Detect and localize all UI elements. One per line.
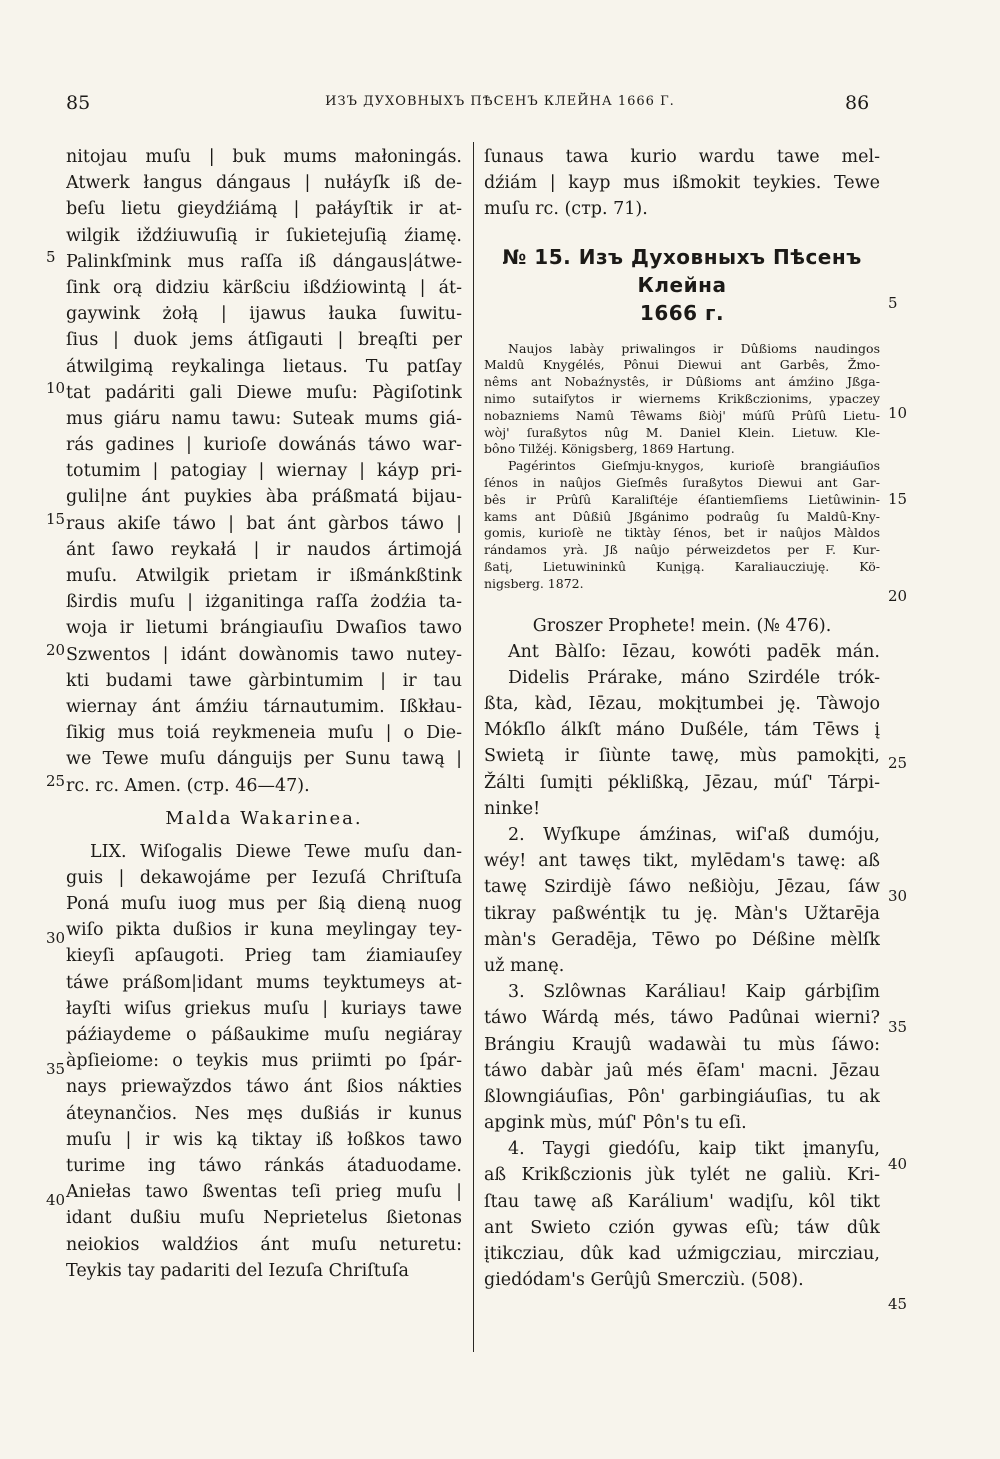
text-line: dźiám | kayp mus ißmokit teykies. Tewe: [484, 173, 880, 194]
text-line: nays prieway̆zdos táwo ánt ßios nákties: [66, 1077, 462, 1098]
text-line: turime ing táwo ránkás átaduodame.: [66, 1155, 462, 1176]
text-line: Swietą ir ſiùnte tawę, mùs pamokįti,: [484, 746, 880, 767]
line-number-right: 30: [888, 887, 908, 905]
text-line: Naujos labày priwalingos ir Dûßioms naudingos: [508, 340, 880, 356]
text-line: gomis, kurioſè ne tiktày ſénos, bet ir naûjos Màldos: [484, 525, 880, 541]
text-line: łayſti wiſus griekus muſu | kuriays tawe: [66, 998, 462, 1019]
text-line: ſunaus tawa kurio wardu tawe mel-: [484, 147, 880, 167]
line-number-left: 25: [46, 772, 66, 790]
text-line: páźiaydeme o páßaukime muſu negiáray: [66, 1025, 462, 1045]
bibliography-note-2: [484, 458, 880, 592]
text-line: ninke!: [484, 798, 541, 819]
text-line: táwe práßom|idant mums teyktumeys at-: [66, 972, 462, 993]
text-line: rás gadines | kurioſe dowánás táwo war-: [66, 435, 462, 456]
left-column: [66, 144, 462, 1284]
text-line: wiernay ánt ámźiu tárnautumim. Ißkłau-: [66, 696, 462, 717]
text-line: Aniełas tawo ßwentas teſi prieg muſu |: [66, 1182, 462, 1203]
line-number-right: 20: [888, 587, 908, 605]
text-line: guli|ne ánt puykies àba práßmatá bijau-: [66, 487, 462, 508]
continuation-paragraph: [484, 144, 880, 223]
text-line: rc. rc. Amen. (стр. 46—47).: [66, 775, 310, 796]
text-line: Brángiu Kraujû wadawài tu mùs ſáwo:: [484, 1034, 880, 1055]
text-line: giedódam's Gerûjû Smercziù. (508).: [484, 1270, 804, 1291]
text-line: ánt ſawo reykałá | ir naudos ártimojá: [66, 539, 462, 560]
text-line: Žálti ſumįti péklißką, Jēzau, múſ' Tárpi-: [484, 772, 880, 793]
text-line: Maldû Knygélés, Pônui Diewui ant Garbês, Žmo-: [484, 357, 880, 373]
text-line: bês ir Prûſû Karaliſtéje éſantiemſiems Lietûwinin-: [484, 491, 880, 507]
running-title: ИЗЪ ДУХОВНЫХЪ ПѢСЕНЪ КЛЕЙНА 1666 Г.: [325, 94, 675, 109]
line-number-left: 40: [46, 1191, 66, 1209]
text-line: woja ir lietumi brángiauſiu Dwaſios tawo: [66, 618, 462, 639]
text-line: táwo Wárdą més, táwo Padûnai wierni?: [484, 1008, 880, 1029]
text-line: nêms ant Nobaźnystês, ir Dûßioms ant ámźino Jßga-: [484, 374, 880, 390]
text-line: kieyſi apſaugoti. Prieg tam źiamiauſey: [66, 946, 462, 967]
text-line: ſius | duok jems átſigauti | breąſti per: [66, 330, 462, 351]
text-line: ſikig mus toiá reykmeneia muſu | o Die-: [66, 723, 462, 744]
text-line: neiokios waldźios ánt muſu neturetu:: [66, 1234, 462, 1255]
text-line: idant dußiu muſu Neprietelus ßietonas: [66, 1208, 462, 1229]
text-line: rándamos yrà. Jß naûjo pérweizdetos per F. Kur-: [484, 542, 880, 558]
line-number-left: 30: [46, 929, 66, 947]
text-line: kams ant Dûßiû Jßgánimo podraûg ſu Maldû-Kny-: [484, 508, 880, 524]
section-heading-year: 1666 г.: [639, 300, 725, 325]
line-number-left: 20: [46, 641, 66, 659]
text-line: 4. Taygi giedóſu, kaip tikt įmanyſu,: [508, 1139, 880, 1160]
text-line: táwo dabàr jaû més ēſam' macni. Jēzau: [484, 1060, 880, 1081]
text-line: átwilgimą reykalinga lietaus. Tu patſay: [66, 356, 462, 377]
text-line: wiſo pikta dußios ir kuna meylingay tey-: [66, 920, 462, 941]
line-number-right: 5: [888, 294, 898, 312]
text-line: màn's Geradēja, Tēwo po Déßine mèlſk: [484, 929, 880, 950]
text-line: ſénos in naûjos Gieſmês ſuraßytos Diewui ant Gar-: [484, 474, 880, 490]
hymn-title: Groszer Prophete! mein. (№ 476).: [532, 615, 832, 636]
text-line: Palinkſmink mus raſſa iß dángaus|átwe-: [66, 251, 462, 272]
text-line: wòj' ſuraßytos nûg M. Daniel Klein. Lietuw. Kle-: [484, 424, 880, 440]
line-number-right: 15: [888, 490, 908, 508]
text-line: Ant Bàlſo: Iēzau, kowóti padēk mán.: [508, 641, 880, 662]
text-line: ſtau tawę aß Karálium' wadįſu, kôl tikt: [484, 1191, 880, 1212]
text-line: Szwentos | idánt dowànomis tawo nutey-: [66, 644, 462, 665]
text-line: Atwerk łangus dángaus | nułáyſk iß de-: [66, 173, 462, 194]
text-line: totumim | patogiay | wiernay | káyp pri-: [66, 461, 462, 482]
text-line: Didelis Prárake, máno Szirdéle trók-: [508, 667, 880, 688]
text-line: Teykis tay padariti del Iezuſa Chriſtuſa: [66, 1260, 409, 1281]
text-line: guis | dekawojáme per Iezuſá Chriſtuſa: [66, 867, 462, 888]
text-line: kti budami tawe gàrbintumim | ir tau: [66, 670, 462, 691]
evening-prayer-paragraph: [66, 839, 462, 1284]
text-line: muſu. Atwilgik prietam ir ißmánkßtink: [66, 566, 462, 586]
text-line: nobazniems Namû Têwams ßiòj' múſû Prûſû Lietu-: [484, 407, 880, 423]
line-number-right: 10: [888, 404, 908, 422]
text-line: tawę Szirdijè ſáwo neßiòju, Jēzau, ſáw: [484, 877, 880, 898]
text-line: už manę.: [484, 955, 565, 976]
right-column: [484, 144, 880, 1293]
text-line: gaywink żołą | ijawus łauka ſuwitu-: [66, 304, 462, 325]
text-line: 3. Szlôwnas Karáliau! Kaip gárbįſim: [508, 982, 880, 1003]
text-line: nigsberg. 1872.: [484, 575, 584, 591]
line-number-left: 15: [46, 510, 66, 528]
text-line: muſu rc. (стр. 71).: [484, 199, 648, 220]
text-line: nimo sutaiſytos ir wiernems Krikßczionims, ypaczey: [484, 390, 880, 406]
text-line: mus giáru namu tawu: Suteak mums giá-: [66, 408, 462, 429]
column-divider: [473, 142, 474, 1352]
line-number-right: 35: [888, 1018, 908, 1036]
text-line: aß Krikßczionis jùk tylét ne galiù. Kri-: [484, 1165, 880, 1186]
section-title: Malda Wakarinea.: [165, 807, 363, 829]
hymn-verses: [484, 639, 880, 1294]
text-line: wéy! ant tawęs tikt, mylēdam's tawę: aß: [484, 851, 880, 872]
text-line: bôno Tilžéj. Königsberg, 1869 Hartung.: [484, 441, 735, 457]
text-line: ßlowngiáuſias, Pôn' garbingiáuſias, tu ak: [484, 1086, 880, 1107]
text-line: Mókſlo álkſt máno Dußéle, tám Tēws į: [484, 720, 880, 741]
text-line: ſink orą didziu kärßciu ißdźiowintą | át-: [66, 277, 462, 298]
page-number-left: 85: [66, 92, 91, 114]
line-number-right: 25: [888, 754, 908, 772]
text-line: raus akiſe táwo | bat ánt gàrbos táwo |: [66, 513, 462, 534]
bibliography-note-1: [484, 341, 880, 459]
line-number-left: 35: [46, 1060, 66, 1078]
text-line: áteynančios. Nes męs dußiás ir kunus: [66, 1103, 462, 1124]
text-line: wilgik iždźiuwuſią ir ſukietejuſią źiamę.: [66, 225, 462, 246]
text-line: 2. Wyſkupe ámźinas, wiſ'aß dumóju,: [508, 825, 880, 846]
text-line: àpſieiome: o teykis mus priimti po ſpár-: [66, 1051, 462, 1072]
text-line: we Tewe muſu dánguijs per Sunu tawą |: [66, 749, 462, 770]
text-line: Poná muſu iuog mus per ßią dieną nuog: [66, 894, 462, 915]
section-heading: № 15. Изъ Духовныхъ Пѣсенъ Клейна: [502, 244, 862, 297]
text-line: tat padáriti gali Diewe muſu: Pàgiſotink: [66, 382, 462, 403]
text-line: LIX. Wiſogalis Diewe Tewe muſu dan-: [90, 841, 462, 862]
line-number-right: 40: [888, 1155, 908, 1173]
text-line: ßatį, Lietuwininkû Kunįgą. Karaliaucziuję. Kö-: [484, 558, 880, 574]
text-line: ant Swieto czión gywas eſù; táw dûk: [484, 1217, 880, 1238]
text-line: įtikcziau, dûk kad uźmigcziau, mircziau,: [484, 1244, 880, 1265]
line-number-right: 45: [888, 1295, 908, 1313]
text-line: muſu | ir wis ką tiktay iß łoßkos tawo: [66, 1129, 462, 1150]
text-line: beſu lietu gieydźiámą | pałáyſtik ir at-: [66, 199, 462, 220]
line-number-left: 10: [46, 379, 66, 397]
text-line: Pagérintos Gieſmju-knygos, kurioſè brangiáuſios: [508, 458, 880, 474]
line-number-left: 5: [46, 248, 56, 266]
text-line: nitojau muſu | buk mums małoningás.: [66, 147, 462, 167]
text-line: ßta, kàd, Iēzau, mokįtumbei ję. Tàwojo: [484, 694, 880, 715]
prayer-paragraph: [66, 144, 462, 799]
text-line: apgink mùs, múſ' Pôn's tu eſi.: [484, 1113, 747, 1134]
page-number-right: 86: [845, 92, 870, 114]
text-line: tikray paßwéntįk tu ję. Màn's Užtarēja: [484, 903, 880, 924]
text-line: ßirdis muſu | iżganitinga raſſa żodźia ta-: [66, 592, 462, 613]
